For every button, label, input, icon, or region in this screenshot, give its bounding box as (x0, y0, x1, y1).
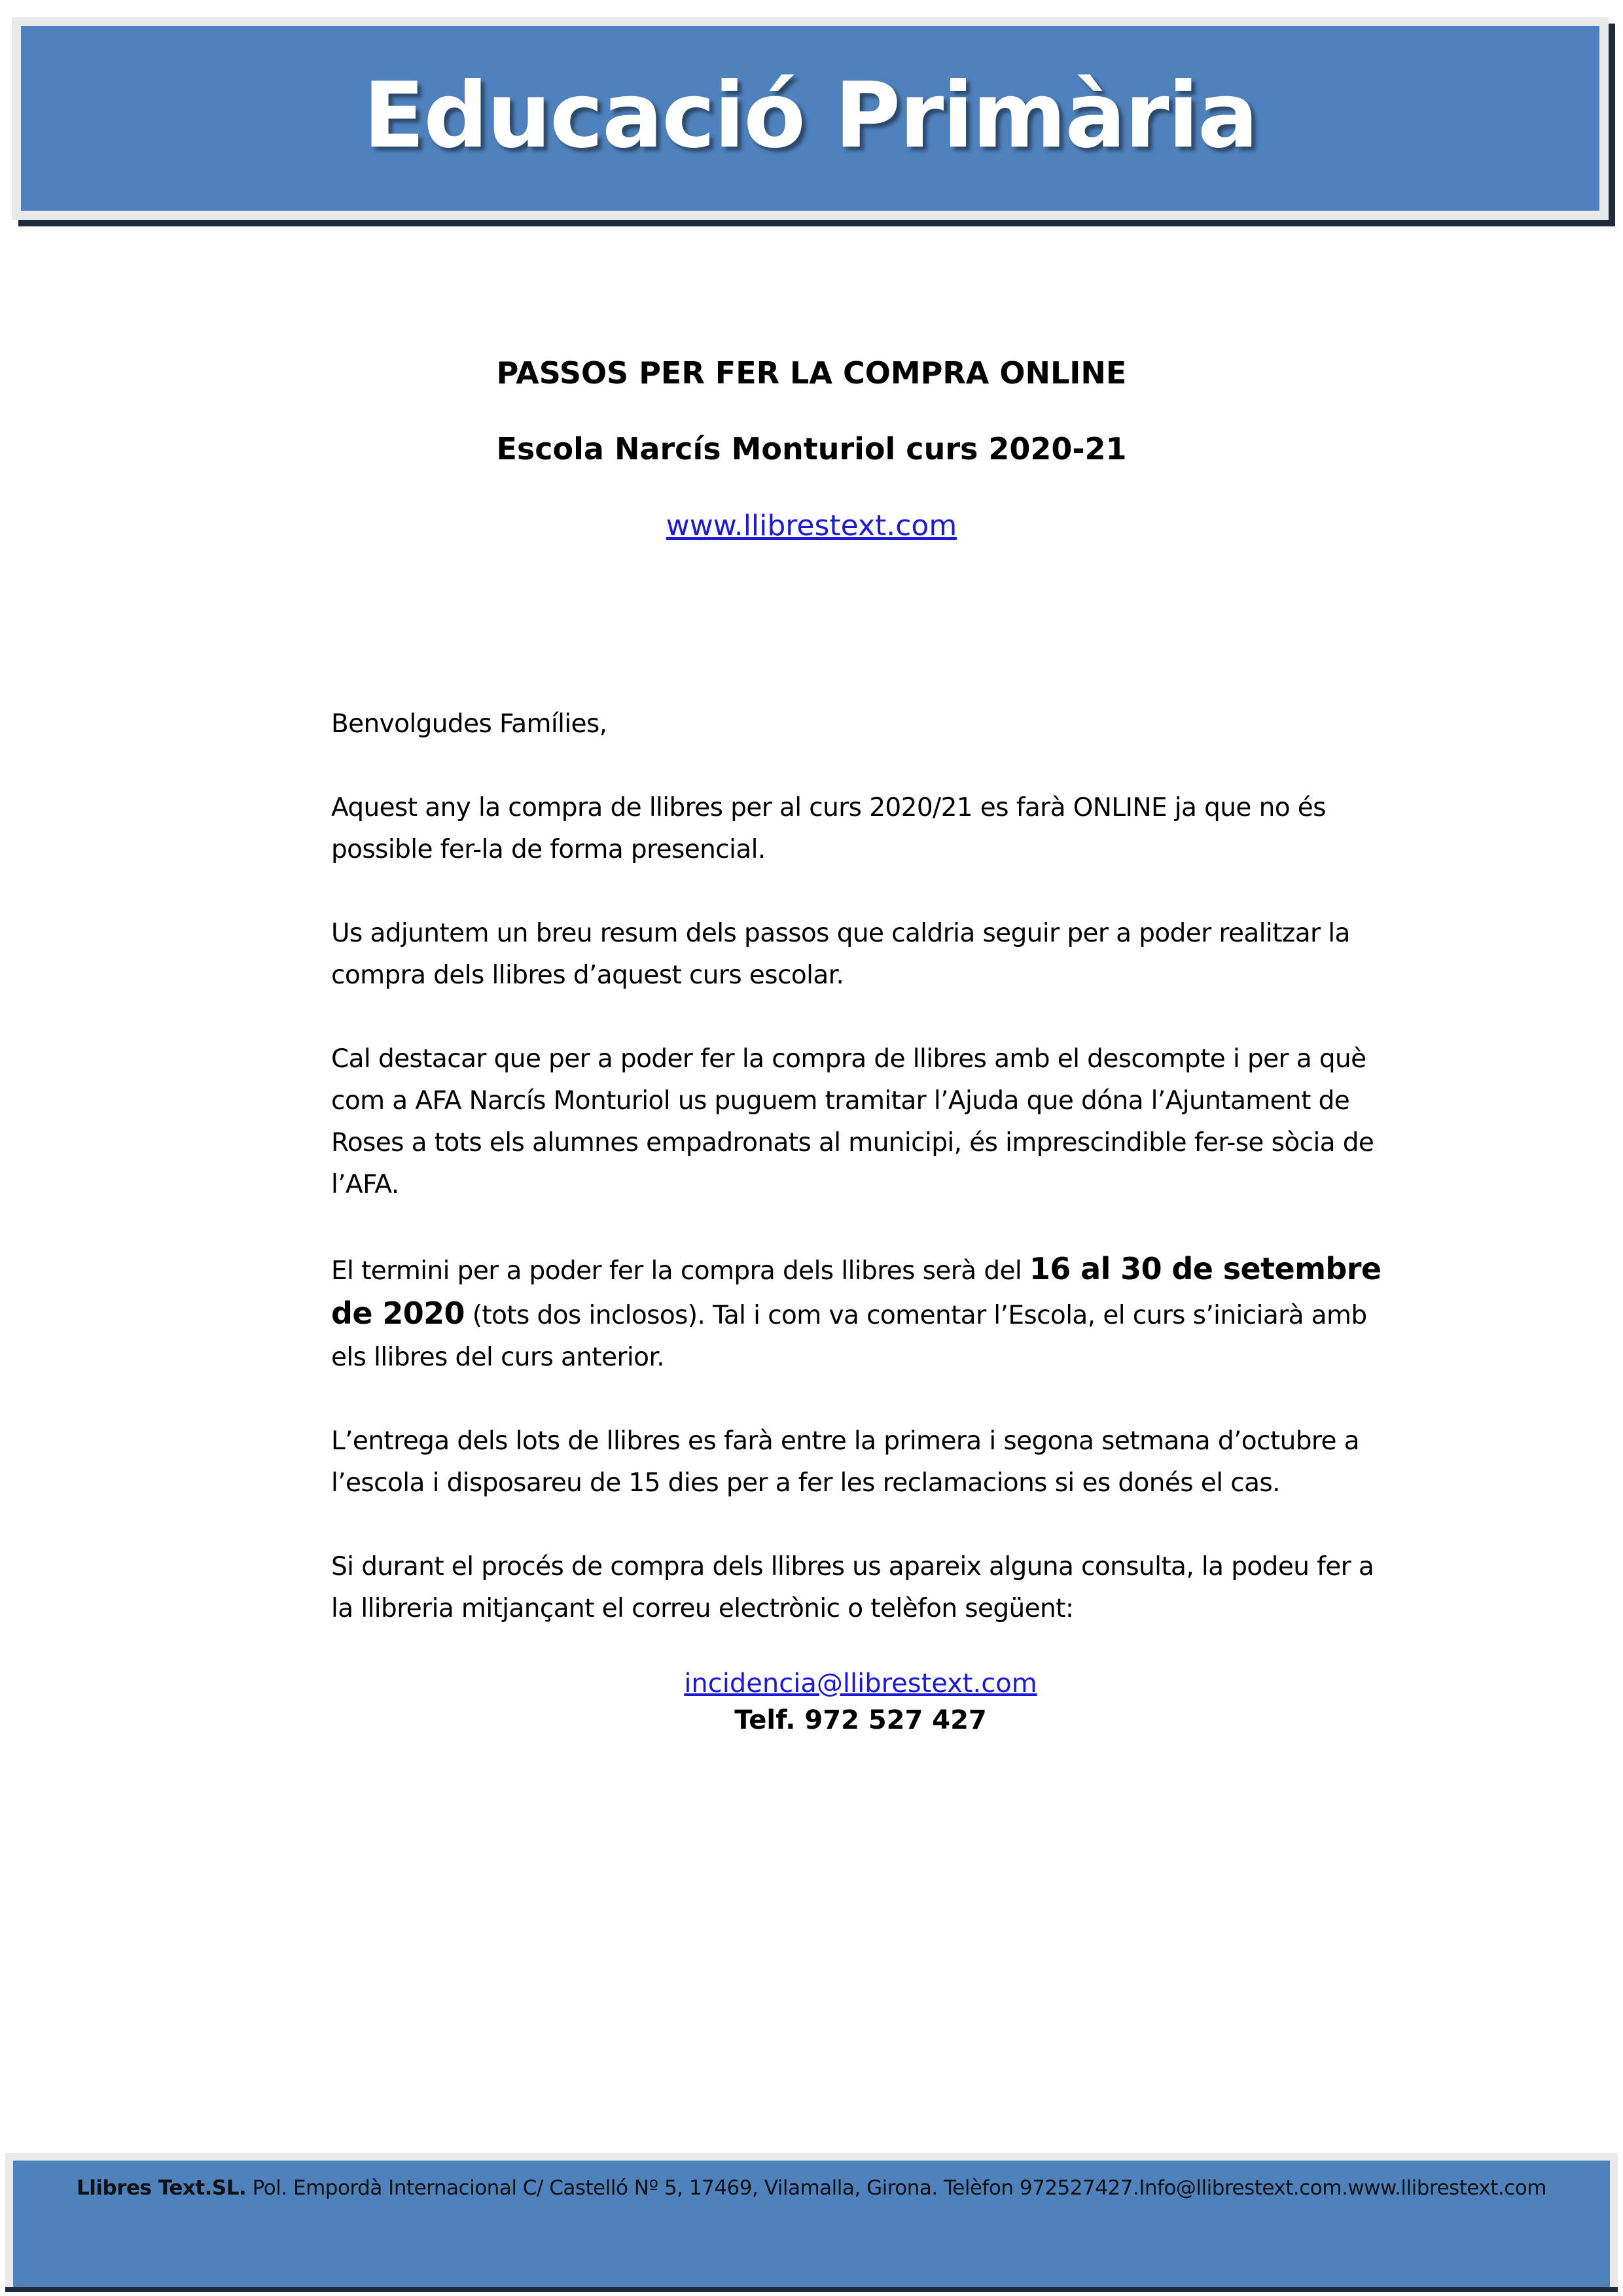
footer-company-details: Pol. Empordà Internacional C/ Castelló Nº 5, 17469, Vilamalla, Girona. Telèfon 972527427.Info@llibrestext.com.www.llibrestext.com (246, 2176, 1546, 2200)
deadline-dates: 16 al 30 de setembre de 2020 (331, 1251, 1382, 1331)
paragraph-afa-membership: Cal destacar que per a poder fer la compra de llibres amb el descompte i per a què com a AFA Narcís Monturiol us puguem tramitar l’Ajuda que dóna l’Ajuntament de Roses a tots els alumnes empadronats al municipi, és imprescindible fer-se sòcia de l’AFA. (331, 1044, 1374, 1199)
header-banner (21, 26, 1599, 211)
footer-company-name: Llibres Text.SL. (77, 2176, 247, 2200)
contact-email-link[interactable]: incidencia@llibrestext.com (684, 1669, 1037, 1699)
header-frame (12, 17, 1609, 220)
contact-email-line (0, 1665, 1623, 1702)
paragraph-contact-intro: Si durant el procés de compra dels llibres us apareix alguna consulta, la podeu fer a la llibreria mitjançant el correu electrònic o telèfon següent: (331, 1552, 1374, 1623)
paragraph-summary: Us adjuntem un breu resum dels passos que caldria seguir per a poder realitzar la compra dels llibres d’aquest curs escolar. (331, 919, 1350, 990)
footer-frame (5, 2153, 1618, 2287)
deadline-text-after: (tots dos inclosos). Tal i com va comentar l’Escola, el curs s’iniciarà amb els llibres del curs anterior. (331, 1301, 1367, 1372)
footer-banner (13, 2161, 1610, 2287)
letter-body (331, 703, 1391, 1672)
document-subheading: Escola Narcís Monturiol curs 2020-21 (496, 431, 1127, 467)
paragraph-online-purchase: Aquest any la compra de llibres per al curs 2020/21 es farà ONLINE ja que no és possible fer-la de forma presencial. (331, 793, 1326, 864)
document-heading: PASSOS PER FER LA COMPRA ONLINE (496, 355, 1127, 391)
greeting: Benvolgudes Famílies, (331, 709, 607, 739)
website-link-container (0, 506, 1623, 546)
deadline-text-before: El termini per a poder fer la compra dels llibres serà del (331, 1256, 1029, 1286)
paragraph-deadline (331, 1248, 1391, 1379)
contact-block (0, 1665, 1623, 1739)
header-title: Educació Primària (363, 62, 1258, 168)
paragraph-delivery: L’entrega dels lots de llibres es farà entre la primera i segona setmana d’octubre a l’escola i disposareu de 15 dies per a fer les reclamacions si es donés el cas. (331, 1426, 1359, 1498)
website-link[interactable]: www.llibrestext.com (666, 509, 957, 542)
contact-phone: Telf. 972 527 427 (734, 1705, 987, 1735)
